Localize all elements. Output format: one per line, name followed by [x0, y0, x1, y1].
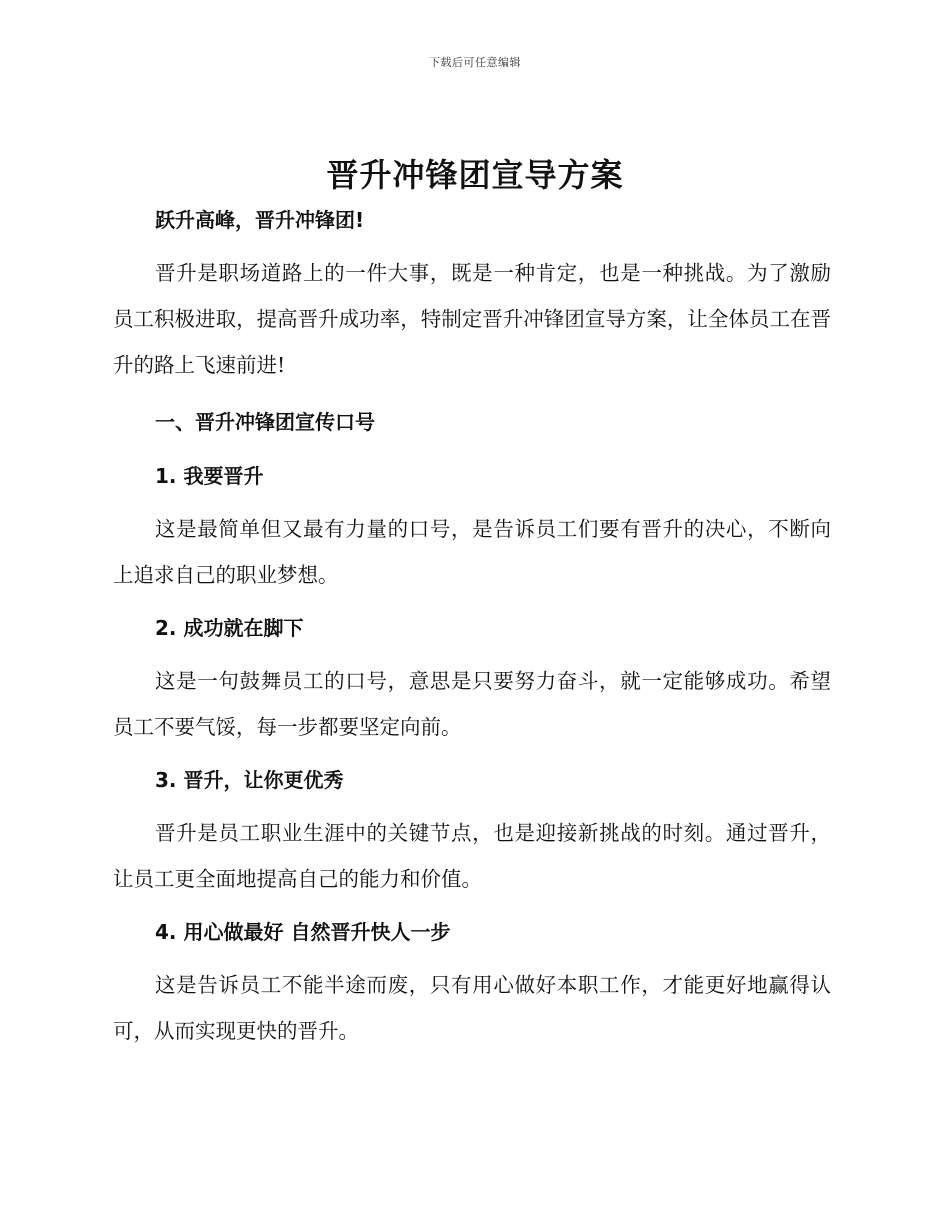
- header-note: 下载后可任意编辑: [429, 56, 521, 69]
- slogan-text-2: 这是一句鼓舞员工的口号，意思是只要努力奋斗，就一定能够成功。希望员工不要气馁，每一步都要坚定向前。: [113, 669, 831, 739]
- slogan-heading-2: 2. 成功就在脚下: [155, 616, 304, 640]
- section-heading: 一、晋升冲锋团宣传口号: [155, 410, 375, 434]
- slogan-text-1: 这是最简单但又最有力量的口号，是告诉员工们要有晋升的决心，不断向上追求自己的职业梦想。: [113, 517, 831, 587]
- intro-heading: 跃升高峰，晋升冲锋团!: [155, 208, 365, 232]
- slogan-heading-4: 4. 用心做最好 自然晋升快人一步: [155, 920, 451, 944]
- slogan-text-3: 晋升是员工职业生涯中的关键节点，也是迎接新挑战的时刻。通过晋升，让员工更全面地提高自己的能力和价值。: [113, 821, 831, 891]
- document-body: [113, 200, 831, 1054]
- slogan-text-4: 这是告诉员工不能半途而废，只有用心做好本职工作，才能更好地赢得认可，从而实现更快的晋升。: [113, 973, 831, 1043]
- document-title: 晋升冲锋团宣导方案: [326, 156, 624, 194]
- intro-paragraph: 晋升是职场道路上的一件大事，既是一种肯定，也是一种挑战。为了激励员工积极进取，提高晋升成功率，特制定晋升冲锋团宣导方案，让全体员工在晋升的路上飞速前进!: [113, 261, 831, 377]
- slogan-heading-1: 1. 我要晋升: [155, 464, 264, 488]
- slogan-heading-3: 3. 晋升，让你更优秀: [155, 768, 344, 792]
